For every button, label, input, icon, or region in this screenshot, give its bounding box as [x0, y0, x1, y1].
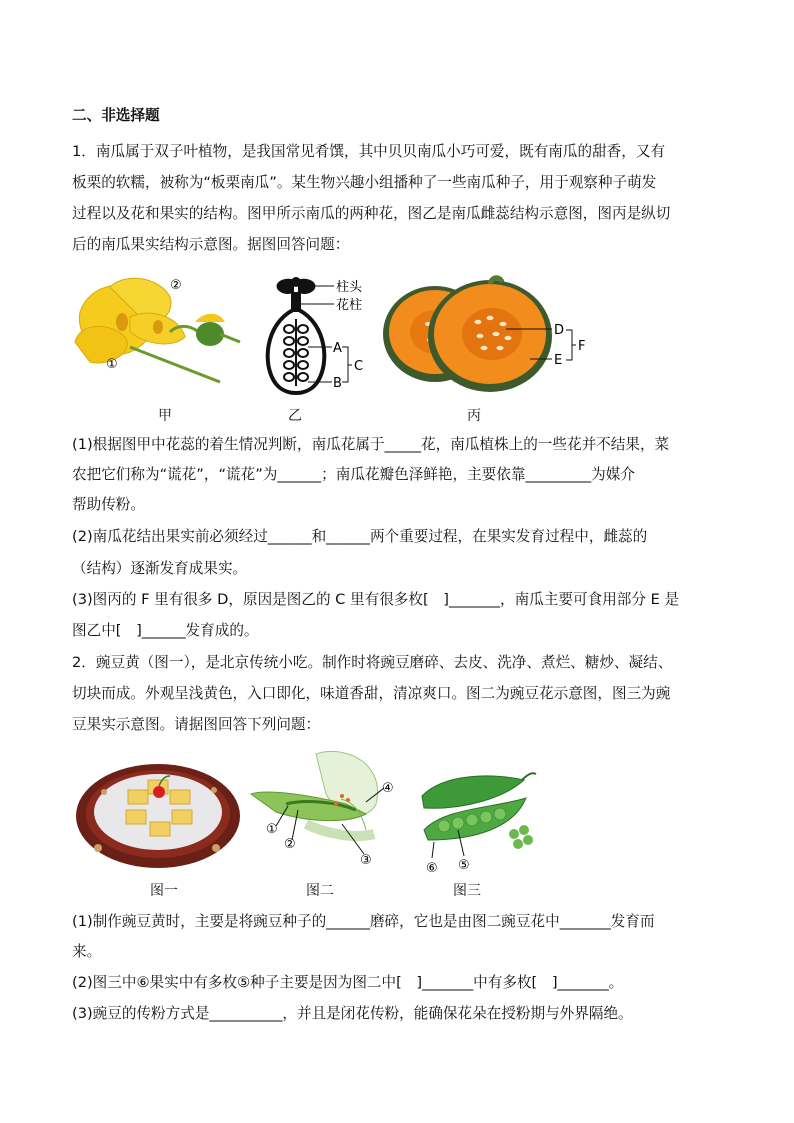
- pea-pudding-figure: [74, 762, 242, 870]
- pea-pod-figure: [414, 768, 540, 878]
- q1-intro-line: 过程以及花和果实的结构。图甲所示南瓜的两种花，图乙是南瓜雌蕊结构示意图，图丙是纵切: [72, 205, 671, 222]
- q1-intro-line: 1．南瓜属于双子叶植物，是我国常见肴馔，其中贝贝南瓜小巧可爱，既有南瓜的甜香，又有: [72, 143, 666, 160]
- bing-label-F: F: [578, 339, 586, 354]
- q1-intro-line: 后的南瓜果实结构示意图。据图回答问题：: [72, 236, 350, 253]
- q1-sub-line: (1)根据图甲中花蕊的着生情况判断，南瓜花属于_____花，南瓜植株上的一些花并不结果，菜: [72, 436, 670, 453]
- er-label-1: ①: [266, 822, 278, 837]
- pistil-diagram: [256, 274, 371, 399]
- q2-intro-line: 2．豌豆黄（图一），是北京传统小吃。制作时将豌豆磨碎、去皮、洗净、煮烂、糖炒、凝结、: [72, 654, 673, 671]
- yi-label-huazhu: 花柱: [336, 298, 363, 313]
- yi-label-C: C: [354, 359, 364, 374]
- pea-flower-diagram: [246, 744, 402, 870]
- pumpkin-flower-figure: [70, 272, 245, 387]
- er-label-3: ③: [360, 853, 372, 868]
- san-label-5: ⑤: [458, 858, 470, 873]
- q2-sub-line: (2)图三中⑥果实中有多枚⑤种子主要是因为图二中[ ]_______中有多枚[ ]_______。: [72, 974, 624, 991]
- yi-label-zhutou: 柱头: [336, 280, 363, 295]
- q1-intro-line: 板栗的软糯，被称为“板栗南瓜”。某生物兴趣小组播种了一些南瓜种子，用于观察种子萌发: [72, 174, 657, 191]
- q1-sub-line: 农把它们称为“谎花”，“谎花”为______；南瓜花瓣色泽鲜艳，主要依靠_________为媒介: [72, 466, 635, 483]
- q1-sub-line: 帮助传粉。: [72, 496, 145, 513]
- q1-sub-line: 图乙中[ ]______发育成的。: [72, 622, 259, 639]
- q2-sub-line: (1)制作豌豆黄时，主要是将豌豆种子的______磨碎，它也是由图二豌豆花中_______发育而: [72, 913, 655, 930]
- san-label-6: ⑥: [426, 861, 438, 876]
- q1-sub-line: （结构）逐渐发育成果实。: [72, 560, 248, 577]
- caption-fig3: 图三: [453, 883, 481, 899]
- section-title: 二、非选择题: [72, 107, 160, 124]
- yi-label-B: B: [333, 376, 342, 391]
- bing-label-E: E: [554, 353, 563, 368]
- caption-fig2: 图二: [306, 883, 334, 899]
- q2-intro-line: 豆果实示意图。请据图回答下列问题：: [72, 716, 321, 733]
- er-label-4: ④: [382, 781, 394, 796]
- q1-sub-line: (2)南瓜花结出果实前必须经过______和______两个重要过程，在果实发育过程中，雌蕊的: [72, 528, 648, 545]
- q2-sub-line: 来。: [72, 943, 102, 960]
- q2-intro-line: 切块而成。外观呈浅黄色，入口即化，味道香甜，清凉爽口。图二为豌豆花示意图，图三为豌: [72, 685, 671, 702]
- caption-jia: 甲: [158, 408, 172, 424]
- jia-label-2: ②: [170, 278, 182, 293]
- bing-label-D: D: [554, 323, 565, 338]
- pumpkin-fruit-figure: [380, 274, 600, 396]
- q1-sub-line: (3)图丙的 F 里有很多 D，原因是图乙的 C 里有很多枚[ ]_______，南瓜主要可食用部分 E 是: [72, 591, 680, 608]
- jia-label-1: ①: [106, 357, 118, 372]
- caption-bing: 丙: [467, 408, 481, 424]
- q2-sub-line: (3)豌豆的传粉方式是__________，并且是闭花传粉，能确保花朵在授粉期与外界隔绝。: [72, 1005, 633, 1022]
- yi-label-A: A: [333, 341, 342, 356]
- caption-yi: 乙: [288, 408, 302, 424]
- caption-fig1: 图一: [150, 883, 178, 899]
- er-label-2: ②: [284, 837, 296, 852]
